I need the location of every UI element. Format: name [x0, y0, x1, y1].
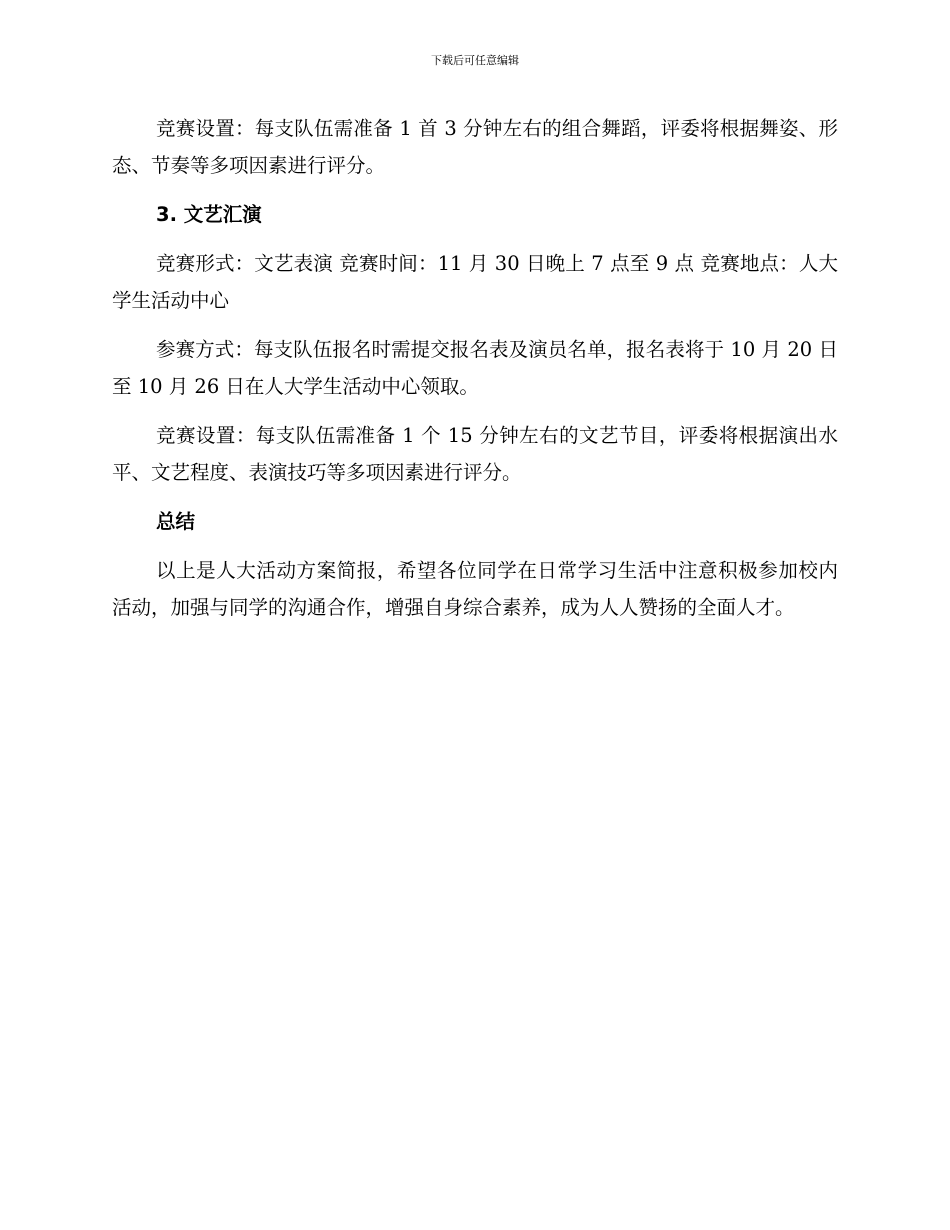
section-heading-performance: 3. 文艺汇演 — [156, 203, 262, 226]
paragraph-dance-settings: 竞赛设置：每支队伍需准备 1 首 3 分钟左右的组合舞蹈，评委将根据舞姿、形态、节奏等多项因素进行评分。 — [112, 117, 838, 177]
document-body — [112, 110, 838, 638]
paragraph-performance-format: 竞赛形式：文艺表演 竞赛时间：11 月 30 日晚上 7 点至 9 点 竞赛地点：人大学生活动中心 — [112, 252, 838, 312]
paragraph-performance-registration: 参赛方式：每支队伍报名时需提交报名表及演员名单，报名表将于 10 月 20 日至 10 月 26 日在人大学生活动中心领取。 — [112, 338, 838, 398]
page-header: 下载后可任意编辑 — [431, 54, 519, 67]
paragraph-summary: 以上是人大活动方案简报，希望各位同学在日常学习生活中注意积极参加校内活动，加强与同学的沟通合作，增强自身综合素养，成为人人赞扬的全面人才。 — [112, 559, 838, 619]
paragraph-performance-settings: 竞赛设置：每支队伍需准备 1 个 15 分钟左右的文艺节目，评委将根据演出水平、文艺程度、表演技巧等多项因素进行评分。 — [112, 424, 838, 484]
section-heading-summary: 总结 — [156, 510, 196, 533]
